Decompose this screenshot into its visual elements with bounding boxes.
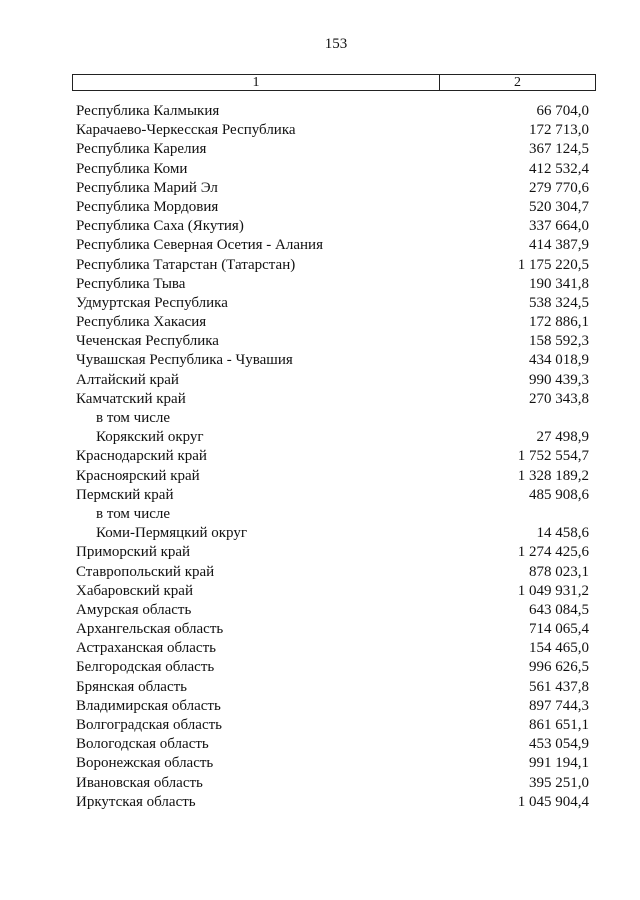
table-header (72, 74, 596, 91)
region-value: 1 752 554,7 (517, 448, 589, 465)
table-row (76, 351, 589, 370)
region-value: 158 592,3 (529, 333, 589, 350)
region-value: 172 713,0 (529, 122, 589, 139)
region-name: Ивановская область (76, 774, 203, 791)
region-value: 412 532,4 (529, 160, 589, 177)
region-name: Карачаево-Черкесская Республика (76, 122, 296, 139)
region-name: Астраханская область (76, 640, 216, 657)
table-row (76, 563, 589, 582)
region-name: Волгоградская область (76, 717, 222, 733)
region-name: Республика Хакасия (76, 314, 207, 331)
table-row (76, 409, 589, 428)
region-value: 367 124,5 (529, 141, 589, 158)
region-value: 520 304,7 (529, 198, 589, 215)
table-body (76, 102, 589, 812)
table-row (76, 332, 589, 351)
region-value: 414 387,9 (529, 237, 589, 254)
region-name: Республика Тыва (76, 275, 186, 292)
table-row (76, 447, 589, 466)
table-row (76, 428, 589, 447)
region-name: Республика Саха (Якутия) (76, 218, 244, 235)
region-value: 279 770,6 (529, 179, 589, 196)
table-row (76, 620, 589, 639)
table-row (76, 217, 589, 236)
region-value: 1 045 904,4 (517, 793, 589, 810)
table-row (76, 678, 589, 697)
region-name: Республика Коми (76, 160, 188, 177)
region-value: 897 744,3 (529, 697, 589, 714)
table-row (76, 486, 589, 505)
region-name: Республика Татарстан (Татарстан) (76, 256, 296, 273)
region-value: 1 049 931,2 (517, 582, 589, 599)
table-row (76, 658, 589, 677)
table-row (76, 256, 589, 275)
table-row (76, 601, 589, 620)
region-name: Белгородская область (76, 659, 215, 676)
region-value: 337 664,0 (529, 218, 589, 235)
region-value: 1 274 425,6 (517, 544, 589, 561)
table-row (76, 294, 589, 313)
table-row (76, 735, 589, 754)
region-value: 485 908,6 (529, 486, 589, 503)
region-name: Брянская область (76, 678, 188, 695)
region-value: 1 328 189,2 (517, 467, 589, 484)
region-name: Хабаровский край (76, 582, 193, 599)
region-name: Республика Мордовия (76, 198, 219, 215)
table-row (76, 582, 589, 601)
region-name: Удмуртская Республика (76, 294, 228, 311)
region-value: 643 084,5 (529, 601, 589, 618)
region-name: Алтайский край (76, 371, 179, 388)
column-header-2: 2 (514, 75, 521, 90)
region-name: Ставропольский край (76, 563, 215, 580)
region-value: 27 498,9 (536, 429, 589, 446)
region-name: Амурская область (76, 601, 192, 618)
table-row (76, 371, 589, 390)
region-value: 996 626,5 (529, 659, 589, 676)
region-name: Пермский край (76, 486, 174, 503)
region-name: Республика Марий Эл (76, 179, 218, 196)
region-name: Чеченская Республика (76, 333, 219, 350)
region-name: Приморский край (76, 544, 191, 561)
region-name: Владимирская область (76, 697, 221, 714)
region-name: Краснодарский край (76, 448, 207, 465)
region-value: 66 704,0 (536, 103, 589, 119)
table-row (76, 697, 589, 716)
table-row (76, 754, 589, 773)
table-row (76, 179, 589, 198)
table-row (76, 524, 589, 543)
region-value: 453 054,9 (529, 736, 589, 753)
region-name: Республика Карелия (76, 141, 207, 158)
table-row (76, 275, 589, 294)
table-row (76, 390, 589, 409)
region-value: 434 018,9 (529, 352, 589, 369)
table-row (76, 121, 589, 140)
region-value: 990 439,3 (529, 371, 589, 388)
table-row (76, 639, 589, 658)
table-row (76, 774, 589, 793)
table-row (76, 102, 589, 121)
table-row (76, 313, 589, 332)
region-value: 538 324,5 (529, 294, 589, 311)
table-row (76, 140, 589, 159)
region-value: 861 651,1 (529, 717, 589, 733)
region-name: Чувашская Республика - Чувашия (76, 352, 293, 369)
region-name: в том числе (96, 505, 171, 522)
region-name: Корякский округ (96, 429, 204, 446)
table-row (76, 198, 589, 217)
table-row (76, 505, 589, 524)
region-name: Коми-Пермяцкий округ (96, 525, 248, 542)
region-value: 190 341,8 (529, 275, 589, 292)
table-row (76, 716, 589, 735)
region-name: Красноярский край (76, 467, 200, 484)
table-row (76, 543, 589, 562)
region-value: 172 886,1 (529, 314, 589, 331)
region-value: 561 437,8 (529, 678, 589, 695)
table-row (76, 467, 589, 486)
table-row (76, 160, 589, 179)
region-value: 878 023,1 (529, 563, 589, 580)
region-value: 714 065,4 (529, 621, 589, 638)
region-name: Республика Калмыкия (76, 103, 220, 119)
region-value: 154 465,0 (529, 640, 589, 657)
region-name: Республика Северная Осетия - Алания (76, 237, 323, 254)
region-name: Архангельская область (76, 621, 224, 638)
table-row (76, 236, 589, 255)
region-value: 395 251,0 (529, 774, 589, 791)
column-header-1: 1 (73, 75, 440, 90)
region-value: 270 343,8 (529, 390, 589, 407)
region-name: Вологодская область (76, 736, 209, 753)
table-row (76, 793, 589, 812)
region-name: Воронежская область (76, 755, 214, 772)
region-name: Камчатский край (76, 390, 186, 407)
page-number: 153 (324, 36, 348, 52)
region-value: 1 175 220,5 (517, 256, 589, 273)
region-name: Иркутская область (76, 793, 196, 810)
region-value: 14 458,6 (536, 525, 589, 542)
region-name: в том числе (96, 410, 171, 426)
region-value: 991 194,1 (529, 755, 589, 772)
